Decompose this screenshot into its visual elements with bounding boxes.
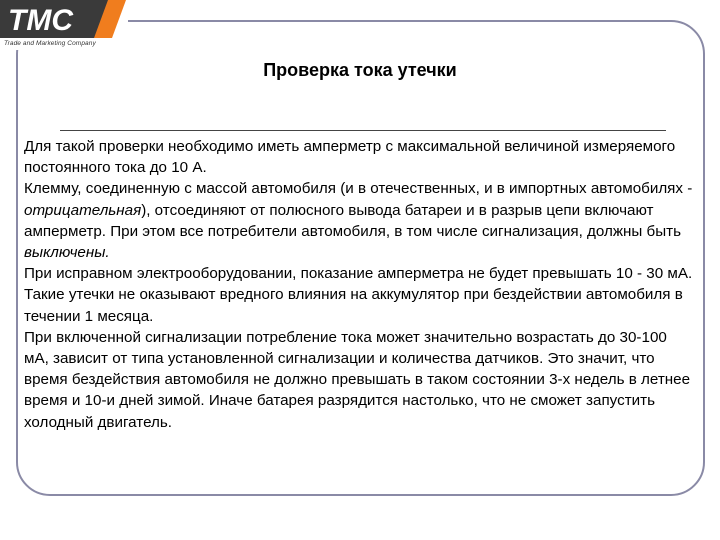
paragraph-text: При включенной сигнализации потребление тока может значительно возрастать до 30-100 мА, зависит от типа установленной сигнализации и количества датчиков. Это значит, что время бездействия автомобиля не должно превышать в таком состоянии 3-х недель в летнее время и 10-и дней зимой. Иначе батарея разрядится настолько, что не сможет запустить холодный двигатель. [24,328,691,431]
company-logo [0,0,130,52]
page-title: Проверка тока утечки [263,60,457,80]
paragraph-text: Клемму, соединенную с массой автомобиля (и в отечественных, и в импортных автомобилях - [24,180,693,198]
paragraph [24,327,694,433]
paragraph-text: При исправном электрооборудовании, показание амперметра не будет превышать 10 - 30 мА. Такие утечки не оказывают вредного влияния на аккумулятор при бездействии автомобиля в течении 1 месяца. [24,265,693,325]
logo-tagline: Trade and Marketing Company [4,40,96,47]
title-divider [60,130,666,131]
paragraph [24,136,694,178]
logo-graphic [0,0,130,40]
paragraph-text: Для такой проверки необходимо иметь амперметр с максимальной величиной измеряемого постоянного тока до 10 А. [24,138,676,177]
emphasized-text: выключены. [24,244,110,262]
paragraph-text: ), отсоединяют от полюсного вывода батареи и в разрыв цепи включают амперметр. При этом все потребители автомобиля, в том числе сигнализация, должны быть [24,201,682,240]
emphasized-text: отрицательная [24,201,142,219]
paragraph [24,178,694,263]
logo-text: TMC [8,4,73,37]
body-text [24,136,694,433]
paragraph [24,263,694,327]
